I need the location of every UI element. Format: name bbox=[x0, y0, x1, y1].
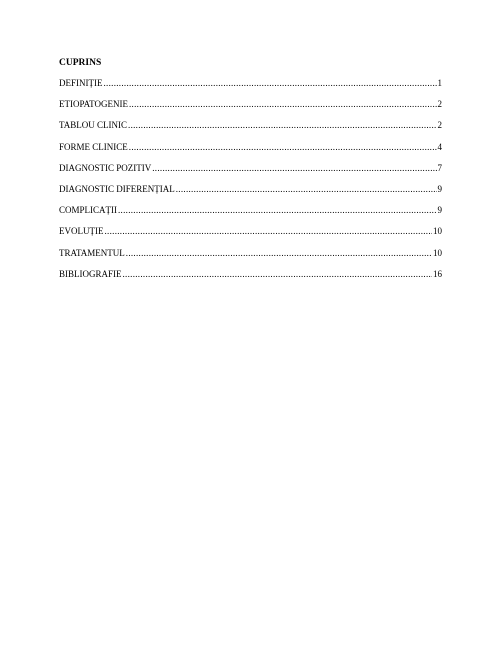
toc-entry-page: 9 bbox=[437, 183, 442, 194]
toc-dot-leader bbox=[105, 225, 433, 237]
toc-entry-label: DEFINIȚIE bbox=[59, 78, 103, 88]
toc-entry-label: EVOLUȚIE bbox=[59, 226, 104, 237]
toc-entry-etiopatogenie[interactable] bbox=[59, 89, 442, 110]
toc-dot-leader bbox=[129, 141, 437, 153]
toc-entry-tablou-clinic[interactable] bbox=[59, 110, 442, 131]
toc-dot-leader bbox=[104, 77, 437, 89]
toc-entry-bibliografie[interactable] bbox=[59, 259, 442, 280]
toc-entry-label: ETIOPATOGENIE bbox=[59, 99, 128, 110]
toc-dot-leader bbox=[129, 98, 437, 110]
toc-dot-leader bbox=[123, 268, 433, 280]
toc-entry-forme-clinice[interactable] bbox=[59, 131, 442, 152]
toc-entry-page: 10 bbox=[433, 247, 442, 258]
toc-dot-leader bbox=[118, 204, 437, 216]
toc-dot-leader bbox=[126, 247, 432, 259]
toc-entry-tratamentul[interactable] bbox=[59, 237, 442, 258]
toc-entry-label: TRATAMENTUL bbox=[59, 247, 125, 258]
toc-entry-diagnostic-pozitiv[interactable] bbox=[59, 153, 442, 174]
toc-list bbox=[59, 75, 442, 280]
toc-dot-leader bbox=[152, 162, 436, 174]
toc-dot-leader bbox=[176, 183, 437, 195]
toc-title: CUPRINS bbox=[59, 58, 102, 68]
toc-entry-label: DIAGNOSTIC DIFERENȚIAL bbox=[59, 183, 175, 194]
toc-entry-label: COMPLICAȚII bbox=[59, 205, 117, 216]
toc-entry-diagnostic-diferential[interactable] bbox=[59, 174, 442, 195]
toc-entry-page: 9 bbox=[437, 205, 442, 216]
toc-entry-label: DIAGNOSTIC POZITIV bbox=[59, 162, 152, 173]
toc-entry-complicatii[interactable] bbox=[59, 195, 442, 216]
toc-entry-page: 10 bbox=[433, 226, 442, 237]
table-of-contents bbox=[59, 57, 442, 280]
toc-dot-leader bbox=[128, 119, 436, 131]
toc-entry-label: FORME CLINICE bbox=[59, 141, 128, 152]
toc-entry-page: 2 bbox=[437, 99, 442, 110]
toc-entry-definitie[interactable] bbox=[59, 75, 442, 89]
toc-entry-page: 7 bbox=[437, 162, 442, 173]
toc-entry-page: 2 bbox=[437, 120, 442, 131]
toc-entry-label: TABLOU CLINIC bbox=[59, 120, 128, 131]
toc-entry-label: BIBLIOGRAFIE bbox=[59, 268, 122, 279]
toc-entry-page: 1 bbox=[437, 78, 442, 88]
toc-entry-evolutie[interactable] bbox=[59, 216, 442, 237]
toc-entry-page: 16 bbox=[433, 268, 442, 279]
toc-entry-page: 4 bbox=[437, 141, 442, 152]
